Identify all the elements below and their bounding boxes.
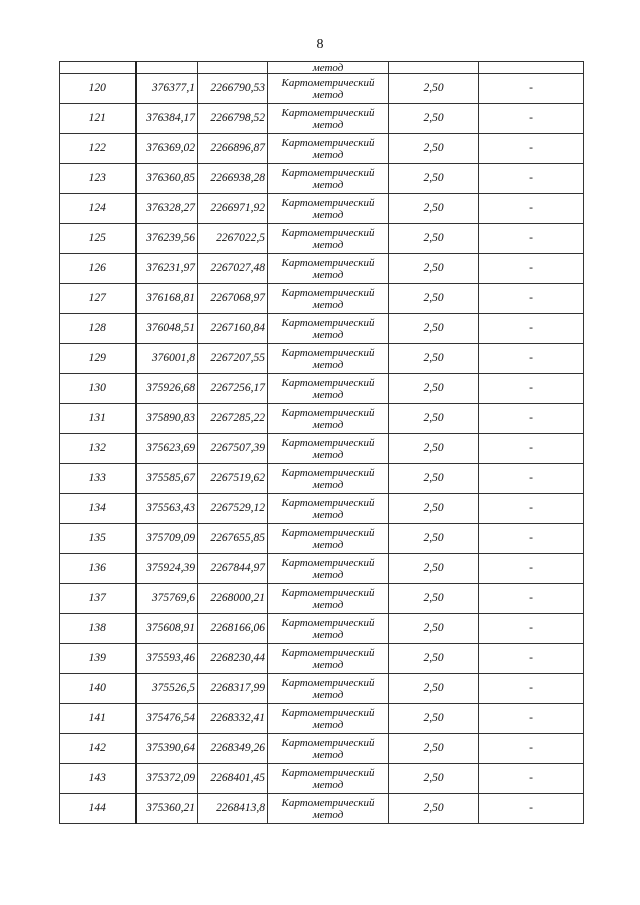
cell-x: 376369,02 <box>136 134 198 164</box>
cell-accuracy: 2,50 <box>389 344 479 374</box>
cell-method <box>268 584 389 614</box>
method-line-2: метод <box>312 208 344 221</box>
cell-method <box>268 104 389 134</box>
cell-description: - <box>479 524 584 554</box>
cell-accuracy <box>389 62 479 74</box>
cell-method <box>268 74 389 104</box>
cell-description: - <box>479 704 584 734</box>
cell-accuracy: 2,50 <box>389 704 479 734</box>
method-line-2: метод <box>312 358 344 371</box>
cell-y: 2268000,21 <box>198 584 268 614</box>
table-row <box>60 554 584 584</box>
cell-x: 376168,81 <box>136 284 198 314</box>
cell-method <box>268 464 389 494</box>
cell-x: 375608,91 <box>136 614 198 644</box>
cell-num: 135 <box>60 524 136 554</box>
method-line-2: метод <box>312 298 344 311</box>
cell-x: 375926,68 <box>136 374 198 404</box>
cell-description: - <box>479 254 584 284</box>
cell-y: 2268230,44 <box>198 644 268 674</box>
cell-method <box>268 284 389 314</box>
method-line-1: Картометрический <box>281 196 375 209</box>
cell-num: 123 <box>60 164 136 194</box>
cell-accuracy: 2,50 <box>389 494 479 524</box>
cell-accuracy: 2,50 <box>389 74 479 104</box>
cell-num: 138 <box>60 614 136 644</box>
cell-accuracy: 2,50 <box>389 224 479 254</box>
page-number: 8 <box>316 37 324 52</box>
cell-method <box>268 374 389 404</box>
cell-num <box>60 62 136 74</box>
cell-x: 375476,54 <box>136 704 198 734</box>
method-line-1: Картометрический <box>281 646 375 659</box>
method-line-2: метод <box>312 628 344 641</box>
cell-x: 376239,56 <box>136 224 198 254</box>
table-row <box>60 74 584 104</box>
cell-accuracy: 2,50 <box>389 284 479 314</box>
coordinates-table <box>59 61 584 824</box>
cell-description: - <box>479 584 584 614</box>
cell-num: 141 <box>60 704 136 734</box>
cell-accuracy: 2,50 <box>389 134 479 164</box>
cell-accuracy: 2,50 <box>389 644 479 674</box>
cell-num: 127 <box>60 284 136 314</box>
method-line-2: метод <box>312 658 344 671</box>
cell-accuracy: 2,50 <box>389 194 479 224</box>
method-line-2: метод <box>312 148 344 161</box>
cell-description: - <box>479 344 584 374</box>
cell-accuracy: 2,50 <box>389 524 479 554</box>
method-line-2: метод <box>312 478 344 491</box>
method-line-2: метод <box>312 748 344 761</box>
cell-y: 2268166,06 <box>198 614 268 644</box>
cell-num: 137 <box>60 584 136 614</box>
method-line-2: метод <box>312 178 344 191</box>
table-row <box>60 104 584 134</box>
method-line-1: Картометрический <box>281 736 375 749</box>
cell-y: 2267207,55 <box>198 344 268 374</box>
cell-method <box>268 134 389 164</box>
cell-accuracy: 2,50 <box>389 434 479 464</box>
cell-num: 124 <box>60 194 136 224</box>
cell-description: - <box>479 614 584 644</box>
cell-x: 375563,43 <box>136 494 198 524</box>
cell-y: 2267507,39 <box>198 434 268 464</box>
cell-y: 2267844,97 <box>198 554 268 584</box>
cell-accuracy: 2,50 <box>389 404 479 434</box>
cell-method <box>268 554 389 584</box>
table-row <box>60 284 584 314</box>
cell-method <box>268 164 389 194</box>
cell-description: - <box>479 554 584 584</box>
cell-y: 2267160,84 <box>198 314 268 344</box>
cell-y: 2268317,99 <box>198 674 268 704</box>
cell-accuracy: 2,50 <box>389 554 479 584</box>
cell-num: 120 <box>60 74 136 104</box>
cell-description: - <box>479 674 584 704</box>
method-line-2: метод <box>312 568 344 581</box>
cell-accuracy: 2,50 <box>389 734 479 764</box>
method-line-1: Картометрический <box>281 256 375 269</box>
cell-method <box>268 674 389 704</box>
table-row <box>60 434 584 464</box>
cell-y: 2268413,8 <box>198 794 268 824</box>
cell-method <box>268 794 389 824</box>
method-line-1: Картометрический <box>281 766 375 779</box>
cell-method <box>268 344 389 374</box>
cell-accuracy: 2,50 <box>389 104 479 134</box>
method-line-1: Картометрический <box>281 706 375 719</box>
cell-method <box>268 194 389 224</box>
cell-accuracy: 2,50 <box>389 794 479 824</box>
cell-accuracy: 2,50 <box>389 614 479 644</box>
method-line-2: метод <box>312 718 344 731</box>
method-line-2: метод <box>312 268 344 281</box>
method-line-1: Картометрический <box>281 556 375 569</box>
cell-x: 375360,21 <box>136 794 198 824</box>
cell-y: 2267519,62 <box>198 464 268 494</box>
cell-num: 125 <box>60 224 136 254</box>
method-line-2: метод <box>312 88 344 101</box>
table-row <box>60 464 584 494</box>
method-line-1: Картометрический <box>281 526 375 539</box>
table-row <box>60 644 584 674</box>
cell-y: 2268401,45 <box>198 764 268 794</box>
cell-method <box>268 614 389 644</box>
method-line-2: метод <box>312 118 344 131</box>
cell-accuracy: 2,50 <box>389 584 479 614</box>
method-line-1: Картометрический <box>281 286 375 299</box>
cell-y: 2267068,97 <box>198 284 268 314</box>
cell-x: 376377,1 <box>136 74 198 104</box>
cell-num: 126 <box>60 254 136 284</box>
method-line-1: Картометрический <box>281 586 375 599</box>
cell-method: метод <box>268 62 389 74</box>
method-line-2: метод <box>312 808 344 821</box>
cell-description: - <box>479 284 584 314</box>
table-row <box>60 524 584 554</box>
cell-y: 2266971,92 <box>198 194 268 224</box>
method-line-1: Картометрический <box>281 796 375 809</box>
cell-num: 142 <box>60 734 136 764</box>
cell-x: 376231,97 <box>136 254 198 284</box>
cell-y: 2266790,53 <box>198 74 268 104</box>
table-row <box>60 404 584 434</box>
table-row <box>60 584 584 614</box>
table-row <box>60 794 584 824</box>
cell-x: 375526,5 <box>136 674 198 704</box>
cell-num: 131 <box>60 404 136 434</box>
cell-y <box>198 62 268 74</box>
table-row <box>60 674 584 704</box>
table-row <box>60 614 584 644</box>
table-row <box>60 254 584 284</box>
cell-x: 375390,64 <box>136 734 198 764</box>
cell-num: 122 <box>60 134 136 164</box>
cell-method <box>268 224 389 254</box>
method-line-2: метод <box>312 418 344 431</box>
cell-description: - <box>479 494 584 524</box>
method-line-2: метод <box>312 238 344 251</box>
cell-y: 2268332,41 <box>198 704 268 734</box>
cell-description: - <box>479 74 584 104</box>
table-row <box>60 224 584 254</box>
method-line-1: Картометрический <box>281 376 375 389</box>
cell-num: 121 <box>60 104 136 134</box>
cell-y: 2267529,12 <box>198 494 268 524</box>
table-row <box>60 344 584 374</box>
method-line-2: метод <box>312 508 344 521</box>
method-line-1: Картометрический <box>281 226 375 239</box>
table-row <box>60 734 584 764</box>
table-row <box>60 374 584 404</box>
method-line-1: Картометрический <box>281 136 375 149</box>
cell-x: 376048,51 <box>136 314 198 344</box>
cell-accuracy: 2,50 <box>389 764 479 794</box>
table-row <box>60 704 584 734</box>
cell-y: 2266798,52 <box>198 104 268 134</box>
cell-description: - <box>479 374 584 404</box>
cell-method <box>268 734 389 764</box>
cell-description <box>479 62 584 74</box>
cell-description: - <box>479 314 584 344</box>
cell-num: 132 <box>60 434 136 464</box>
cell-num: 130 <box>60 374 136 404</box>
method-line-1: Картометрический <box>281 616 375 629</box>
cell-method <box>268 704 389 734</box>
cell-description: - <box>479 734 584 764</box>
cell-x: 376001,8 <box>136 344 198 374</box>
cell-description: - <box>479 434 584 464</box>
method-line-2: метод <box>312 688 344 701</box>
method-line-1: Картометрический <box>281 346 375 359</box>
cell-x: 376384,17 <box>136 104 198 134</box>
cell-y: 2267027,48 <box>198 254 268 284</box>
cell-y: 2267285,22 <box>198 404 268 434</box>
cell-description: - <box>479 194 584 224</box>
cell-accuracy: 2,50 <box>389 674 479 704</box>
cell-num: 136 <box>60 554 136 584</box>
cell-num: 128 <box>60 314 136 344</box>
method-line-1: Картометрический <box>281 106 375 119</box>
cell-description: - <box>479 764 584 794</box>
cell-y: 2266896,87 <box>198 134 268 164</box>
cell-method <box>268 524 389 554</box>
method-line-1: Картометрический <box>281 496 375 509</box>
cell-num: 133 <box>60 464 136 494</box>
cell-y: 2267022,5 <box>198 224 268 254</box>
cell-accuracy: 2,50 <box>389 314 479 344</box>
table-row <box>60 134 584 164</box>
method-line-2: метод <box>312 448 344 461</box>
cell-num: 134 <box>60 494 136 524</box>
method-line-2: метод <box>312 598 344 611</box>
cell-x: 375623,69 <box>136 434 198 464</box>
cell-method <box>268 404 389 434</box>
cell-y: 2267256,17 <box>198 374 268 404</box>
cell-x: 375372,09 <box>136 764 198 794</box>
method-line-1: Картометрический <box>281 76 375 89</box>
cell-accuracy: 2,50 <box>389 464 479 494</box>
cell-description: - <box>479 134 584 164</box>
table-row <box>60 194 584 224</box>
cell-description: - <box>479 104 584 134</box>
method-line-2: метод <box>312 388 344 401</box>
method-line-2: метод <box>312 778 344 791</box>
cell-method <box>268 314 389 344</box>
cell-x: 376328,27 <box>136 194 198 224</box>
cell-x: 376360,85 <box>136 164 198 194</box>
method-line-1: Картометрический <box>281 466 375 479</box>
cell-description: - <box>479 464 584 494</box>
cell-description: - <box>479 794 584 824</box>
method-line-1: Картометрический <box>281 316 375 329</box>
cell-description: - <box>479 404 584 434</box>
cell-y: 2268349,26 <box>198 734 268 764</box>
cell-x: 375890,83 <box>136 404 198 434</box>
method-line-2: метод <box>312 538 344 551</box>
cell-x: 375585,67 <box>136 464 198 494</box>
cell-num: 140 <box>60 674 136 704</box>
table-row <box>60 764 584 794</box>
cell-method <box>268 494 389 524</box>
cell-description: - <box>479 644 584 674</box>
cell-x: 375709,09 <box>136 524 198 554</box>
cell-x: 375769,6 <box>136 584 198 614</box>
cell-method <box>268 764 389 794</box>
table-row-continuation <box>60 62 584 74</box>
cell-method <box>268 644 389 674</box>
method-line-1: Картометрический <box>281 166 375 179</box>
table-row <box>60 164 584 194</box>
cell-y: 2267655,85 <box>198 524 268 554</box>
cell-method <box>268 254 389 284</box>
method-line-1: Картометрический <box>281 436 375 449</box>
cell-description: - <box>479 224 584 254</box>
table-row <box>60 314 584 344</box>
cell-x: 375924,39 <box>136 554 198 584</box>
cell-y: 2266938,28 <box>198 164 268 194</box>
cell-accuracy: 2,50 <box>389 254 479 284</box>
method-line-2: метод <box>312 328 344 341</box>
cell-method <box>268 434 389 464</box>
cell-num: 139 <box>60 644 136 674</box>
cell-num: 143 <box>60 764 136 794</box>
cell-num: 129 <box>60 344 136 374</box>
cell-x: 375593,46 <box>136 644 198 674</box>
cell-accuracy: 2,50 <box>389 164 479 194</box>
method-line-1: Картометрический <box>281 676 375 689</box>
cell-x <box>136 62 198 74</box>
cell-description: - <box>479 164 584 194</box>
cell-accuracy: 2,50 <box>389 374 479 404</box>
table-row <box>60 494 584 524</box>
method-line-1: Картометрический <box>281 406 375 419</box>
cell-num: 144 <box>60 794 136 824</box>
